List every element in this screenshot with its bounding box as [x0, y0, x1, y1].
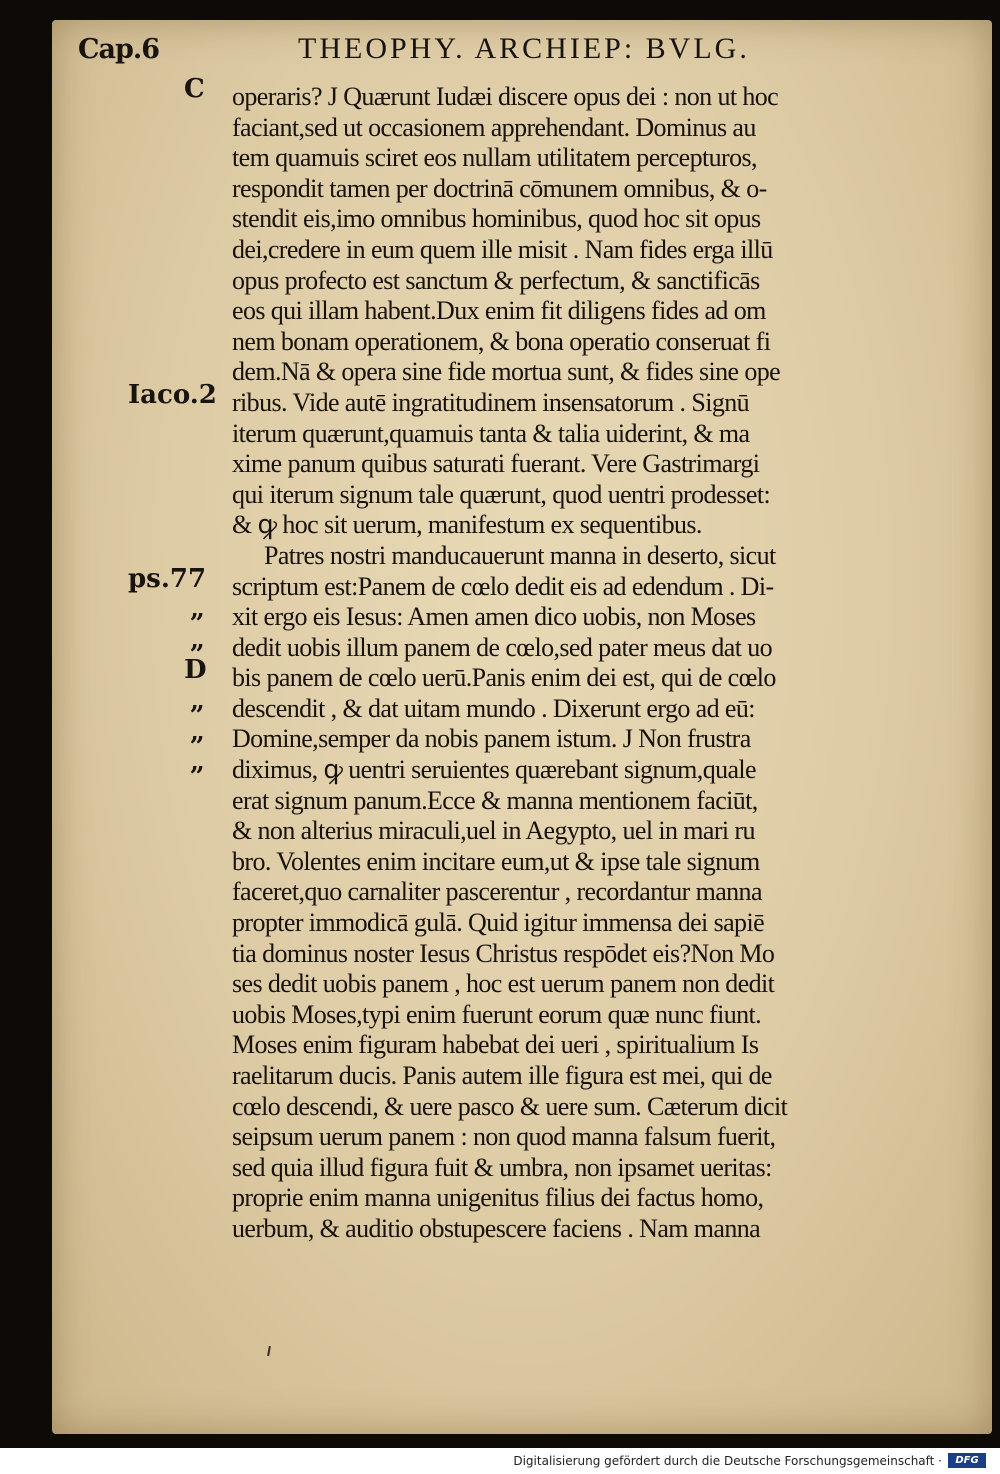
text-line: bis panem de cœlo uerū.Panis enim dei est, qui de cœlo — [232, 663, 776, 693]
text-line: scriptum est:Panem de cœlo dedit eis ad edendum . Di- — [232, 571, 774, 601]
text-line: & non alterius miraculi,uel in Aegypto, uel in mari ru — [232, 816, 755, 846]
text-line: dem.Nā & opera sine fide mortua sunt, & fides sine ope — [232, 357, 781, 387]
text-line: xit ergo eis Iesus: Amen amen dico uobis, non Moses — [232, 602, 756, 632]
text-line: erat signum panum.Ecce & manna mentionem faciūt, — [232, 785, 758, 815]
text-line: ses dedit uobis panem , hoc est uerum panem non dedit — [232, 969, 775, 999]
text-line: uerbum, & auditio obstupescere faciens . Nam manna — [232, 1213, 761, 1243]
footer-bar — [0, 1448, 1000, 1474]
text-line: iterum quærunt,quamuis tanta & talia uiderint, & ma — [232, 418, 750, 448]
text-line: Domine,semper da nobis panem istum. J Non frustra — [232, 724, 751, 754]
text-line: dei,credere in eum quem ille misit . Nam fides erga illū — [232, 234, 773, 264]
body-text — [232, 82, 932, 1245]
text-line: Moses enim figuram habebat dei ueri , spiritualium Is — [232, 1030, 759, 1060]
text-line: stendit eis,imo omnibus hominibus, quod hoc sit opus — [232, 204, 761, 234]
dfg-logo: DFG — [948, 1453, 986, 1468]
text-line: cœlo descendi, & uere pasco & uere sum. Cæterum dicit — [232, 1091, 788, 1121]
text-line: faciant,sed ut occasionem apprehendant. Dominus au — [232, 112, 756, 142]
text-line: dedit uobis illum panem de cœlo,sed pater meus dat uo — [232, 632, 773, 662]
text-line: sed quia illud figura fuit & umbra, non ipsamet ueritas: — [232, 1152, 772, 1182]
text-line: tem quamuis sciret eos nullam utilitatem percepturos, — [232, 143, 757, 173]
margin-note: D — [184, 655, 207, 686]
text-line: proprie enim manna unigenitus filius dei factus homo, — [232, 1183, 764, 1213]
text-line: nem bonam operationem, & bona operatio conseruat fi — [232, 326, 771, 356]
margin-note: „ — [190, 594, 205, 625]
margin-note: „ — [190, 686, 205, 716]
text-line: raelitarum ducis. Panis autem ille figura est mei, qui de — [232, 1061, 772, 1090]
text-line: eos qui illam habent.Dux enim fit diligens fides ad om — [232, 296, 766, 326]
text-line: ribus. Vide autē ingratitudinem insensatorum . Signū — [232, 387, 750, 417]
text-line: Patres nostri manducauerunt manna in deserto, sicut — [264, 540, 776, 570]
margin-note: ps.77 — [128, 563, 207, 594]
footer-credit: Digitalisierung gefördert durch die Deutsche Forschungsgemeinschaft · — [513, 1454, 942, 1468]
margin-note: „ — [190, 747, 205, 778]
chapter-label: Cap.6 — [78, 34, 160, 65]
text-line: qui iterum signum tale quærunt, quod uentri prodesset: — [232, 479, 771, 509]
text-line: operaris? J Quærunt Iudæi discere opus dei : non ut hoc — [232, 82, 779, 111]
text-line: respondit tamen per doctrinā cōmunem omnibus, & o- — [232, 173, 767, 203]
text-line: faceret,quo carnaliter pascerentur , recordantur manna — [232, 877, 762, 907]
text-line: xime panum quibus saturati fuerant. Vere Gastrimargi — [232, 449, 760, 479]
text-line: tia dominus noster Iesus Christus respōdet eis?Non Mo — [232, 938, 775, 968]
text-line: seipsum uerum panem : non quod manna falsum fuerit, — [232, 1122, 776, 1152]
margin-note: „ — [190, 624, 205, 655]
text-line: descendit , & dat uitam mundo . Dixerunt ergo ad eū: — [232, 693, 755, 723]
text-line: & ꝙ hoc sit uerum, manifestum ex sequentibus. — [232, 510, 702, 540]
text-line: opus profecto est sanctum & perfectum, & sanctificās — [232, 265, 760, 295]
margin-note: Iaco.2 — [128, 380, 217, 410]
text-line: bro. Volentes enim incitare eum,ut & ipse tale signum — [232, 846, 760, 876]
text-line: diximus, ꝙ uentri seruientes quærebant signum,quale — [232, 755, 756, 785]
margin-note: „ — [190, 716, 205, 747]
running-head: THEOPHY. ARCHIEP: BVLG. — [298, 32, 750, 65]
page-header — [78, 30, 938, 70]
margin-note: C — [184, 74, 205, 104]
text-line: uobis Moses,typi enim fuerunt eorum quæ nunc fiunt. — [232, 999, 762, 1029]
text-line: propter immodicā gulā. Quid igitur immensa dei sapiē — [232, 908, 765, 938]
